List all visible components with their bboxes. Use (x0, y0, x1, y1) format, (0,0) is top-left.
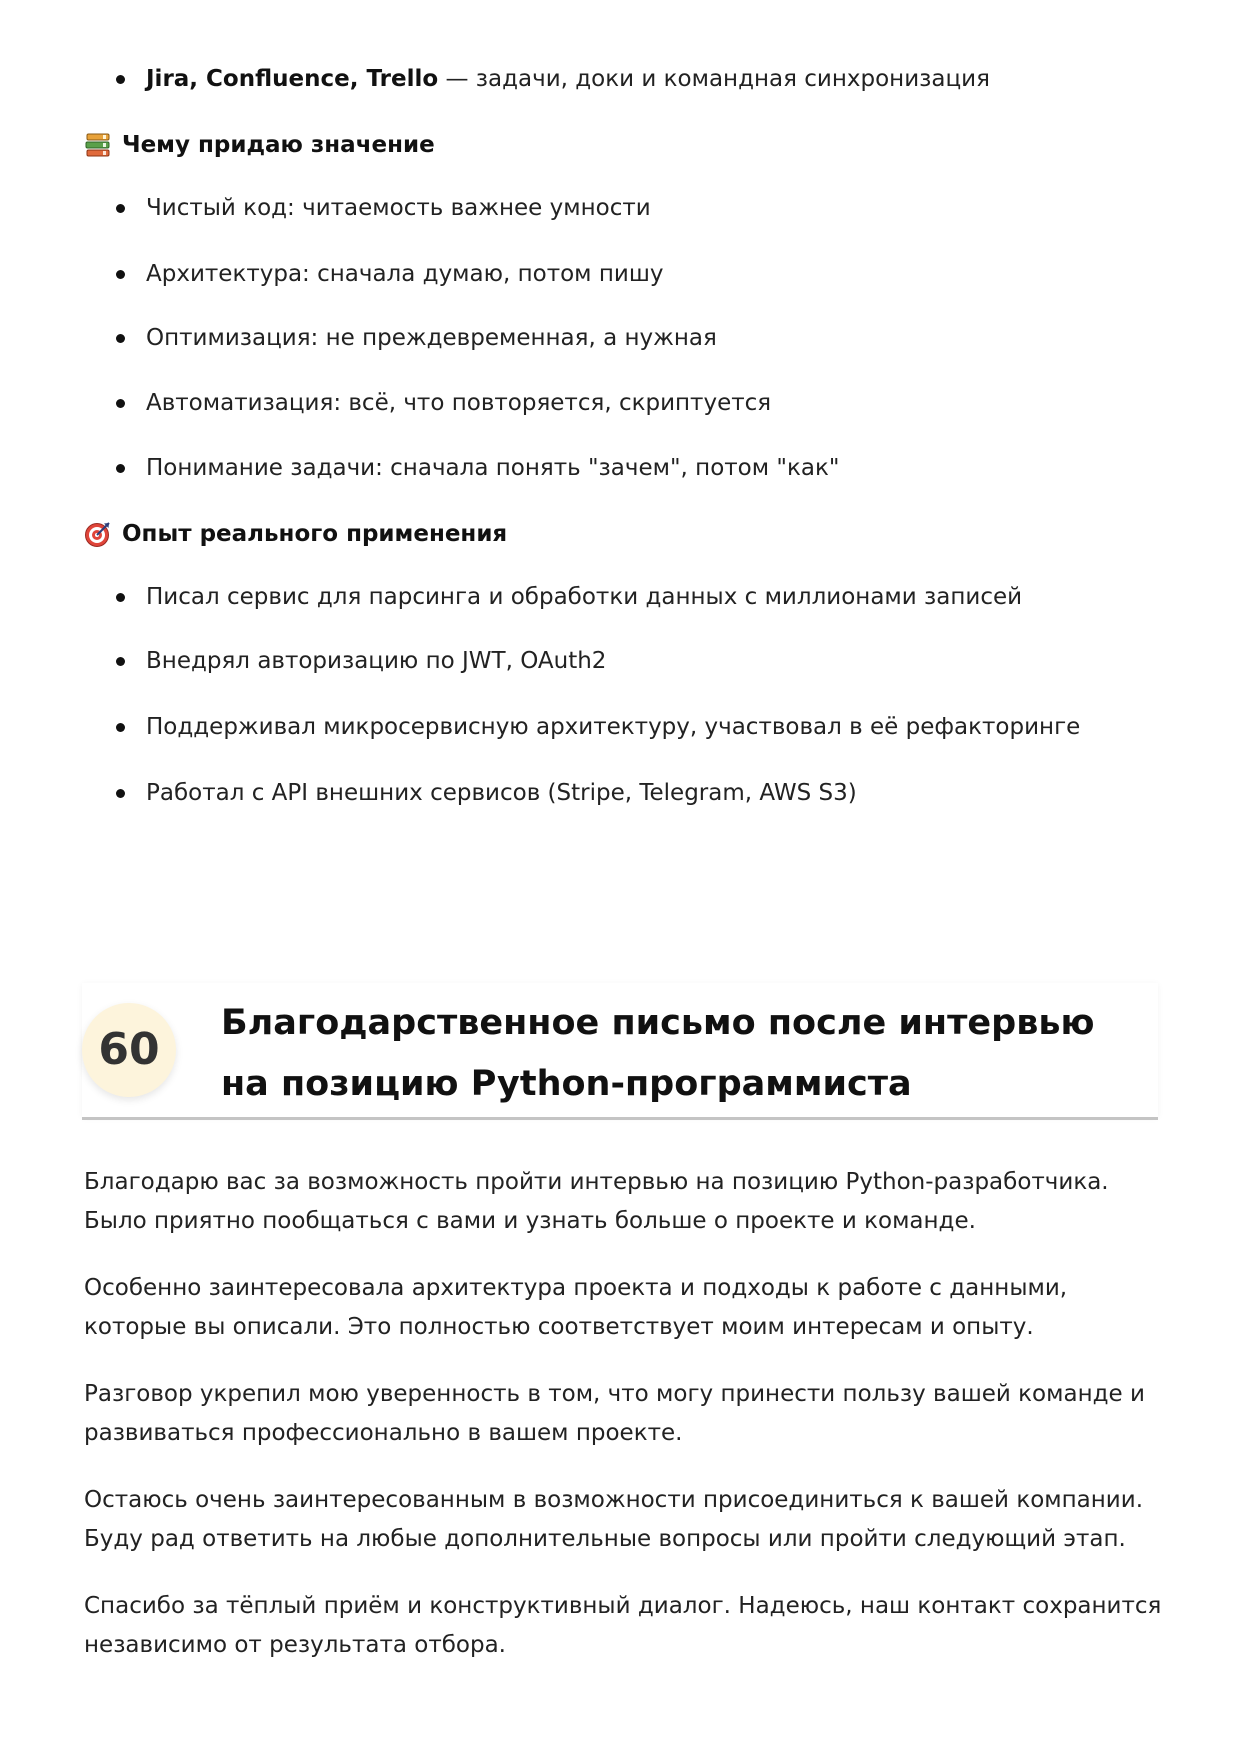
list-item-text: Писал сервис для парсинга и обработки данных с миллионами записей (146, 584, 1023, 610)
letter-paragraph: Спасибо за тёплый приём и конструктивный диалог. Надеюсь, наш контакт сохранится независимо от результата отбора. (84, 1593, 1162, 1658)
target-icon (84, 520, 112, 548)
chapter-header (82, 983, 1158, 1121)
list-item-text: Понимание задачи: сначала понять "зачем", потом "как" (146, 455, 840, 481)
letter-paragraph: Остаюсь очень заинтересованным в возможности присоединиться к вашей компании. Буду рад ответить на любые дополнительные вопросы или пройти следующий этап. (84, 1487, 1144, 1552)
list-item-text: Внедрял авторизацию по JWT, OAuth2 (146, 648, 607, 674)
list-item-text: Оптимизация: не преждевременная, а нужная (146, 325, 717, 351)
list-item-text: Работал с API внешних сервисов (Stripe, Telegram, AWS S3) (146, 780, 857, 806)
bullet-icon (116, 657, 125, 666)
values-heading-text: Чему придаю значение (122, 132, 435, 158)
letter-paragraph: Благодарю вас за возможность пройти интервью на позицию Python-разработчика. Было приятно пообщаться с вами и узнать больше о проекте и команде. (84, 1169, 1109, 1234)
bullet-icon (116, 593, 125, 602)
bullet-icon (116, 204, 125, 213)
books-icon (84, 131, 112, 159)
list-item-text: Чистый код: читаемость важнее умности (146, 195, 651, 221)
letter-paragraph: Разговор укрепил мою уверенность в том, что могу принести пользу вашей команде и развиваться профессионально в вашем проекте. (84, 1381, 1145, 1446)
bullet-icon (116, 399, 125, 408)
chapter-number-badge: 60 (82, 1003, 176, 1097)
chapter-header-divider (82, 1117, 1158, 1120)
list-item-text: — задачи, доки и командная синхронизация (438, 66, 990, 92)
bullet-icon (116, 723, 125, 732)
bullet-icon (116, 334, 125, 343)
list-item-text: Поддерживал микросервисную архитектуру, участвовал в её рефакторинге (146, 714, 1081, 740)
bullet-icon (116, 75, 125, 84)
list-item-bold: Jira, Confluence, Trello (146, 66, 439, 92)
bullet-icon (116, 270, 125, 279)
list-item-text: Автоматизация: всё, что повторяется, скриптуется (146, 390, 772, 416)
bullet-icon (116, 464, 125, 473)
bullet-icon (116, 789, 125, 798)
chapter-title: Благодарственное письмо после интервью на позицию Python-программиста (221, 1003, 1095, 1104)
letter-paragraph: Особенно заинтересовала архитектура проекта и подходы к работе с данными, которые вы описали. Это полностью соответствует моим интересам и опыту. (84, 1275, 1068, 1340)
experience-heading-text: Опыт реального применения (122, 521, 508, 547)
list-item-text: Архитектура: сначала думаю, потом пишу (146, 261, 664, 287)
